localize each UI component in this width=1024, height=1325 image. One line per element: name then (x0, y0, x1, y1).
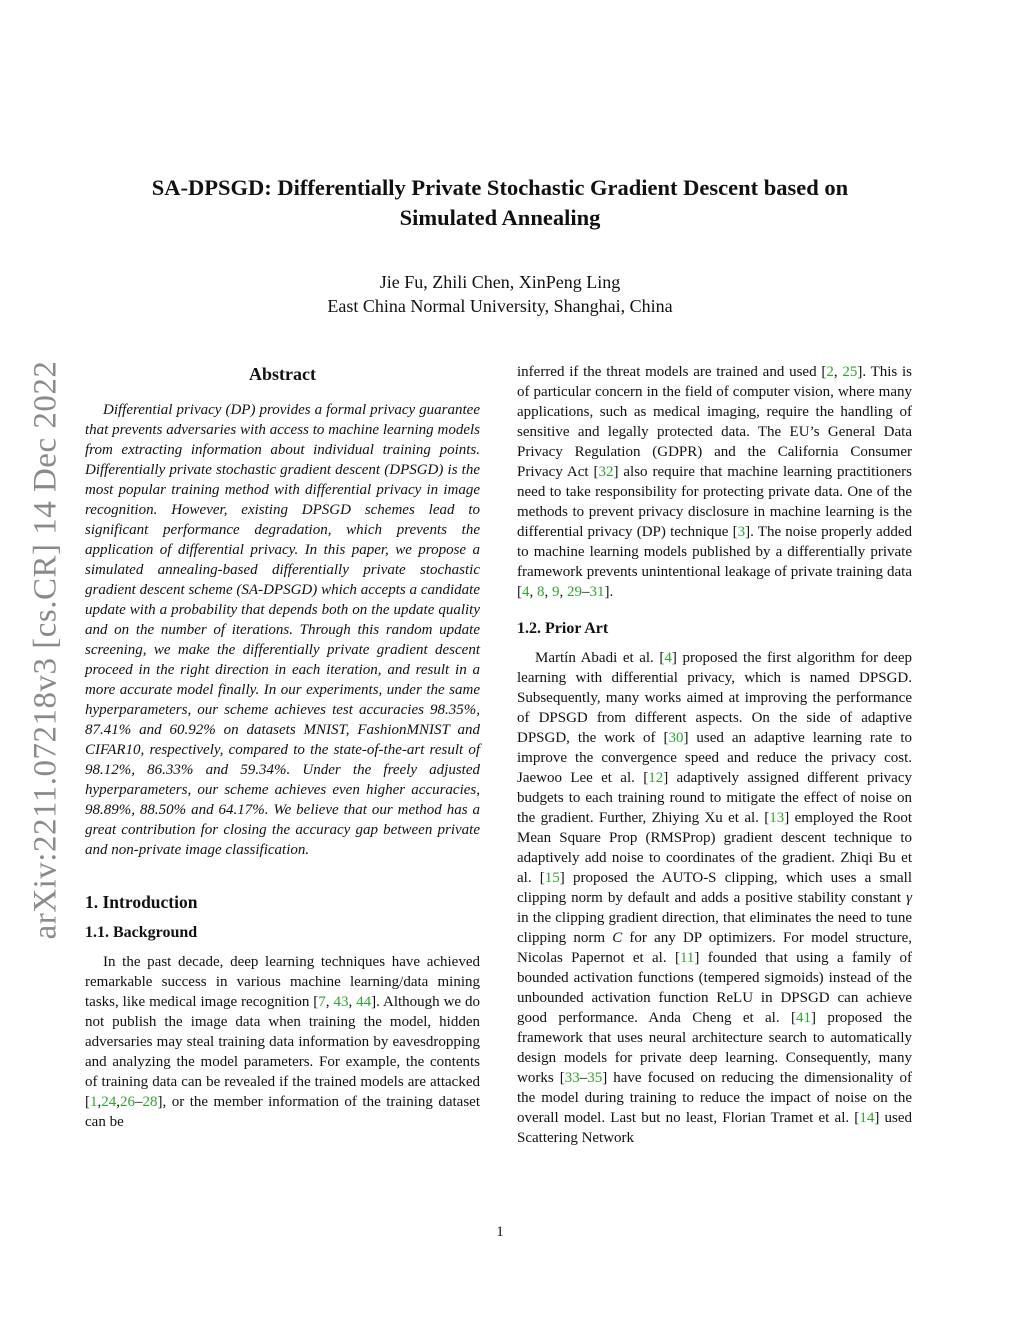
background-paragraph: In the past decade, deep learning techniques have achieved remarkable success in various machine learning/data mining tasks, like medical image recognition [7, 43, 44]. Although we do not publish the image data when training the model, hidden adversaries may steal training data information by eavesdropping and analyzing the model parameters. For example, the contents of training data can be revealed if the trained models are attacked [1,24,26–28], or the member information of the training dataset can be (85, 954, 481, 1130)
math-gamma: γ (906, 890, 912, 906)
citation-link[interactable]: 41 (795, 1010, 811, 1026)
text-run: ] founded that using a family of bounded activation functions (tempered sigmoids) instead of the unbounded activation function ReLU in DPSGD can achieve good performance. Anda Cheng et al. [ (517, 950, 912, 1026)
paper-title (100, 173, 900, 233)
citation-link[interactable]: 15 (544, 870, 560, 886)
left-column (85, 362, 480, 1132)
citation-link[interactable]: 26 (120, 1094, 135, 1110)
text-run: Martín Abadi et al. [ (535, 650, 665, 666)
citation-link[interactable]: 8 (537, 584, 545, 600)
citation-link[interactable]: 1 (90, 1094, 98, 1110)
citation-link[interactable]: 2 (826, 364, 834, 380)
title-line-2: Simulated Annealing (399, 205, 601, 230)
text-run: ] used Scattering Network (517, 1110, 912, 1146)
right-column (517, 362, 912, 1148)
text-run: for any DP optimizers. For model structure, Nicolas Papernot et al. [ (517, 930, 912, 966)
citation-link[interactable]: 32 (598, 464, 614, 480)
citation-link[interactable]: 43 (333, 994, 349, 1010)
citation-link[interactable]: 9 (552, 584, 560, 600)
citation-link[interactable]: 33 (564, 1070, 580, 1086)
intro-continued-paragraph: inferred if the threat models are trained and used [2, 25]. This is of particular concern in the field of computer vision, where many applications, such as medical imaging, require the handling of sensitive and legally protected data. The EU’s General Data Privacy Regulation (GDPR) and the California Consumer Privacy Act [32] also require that machine learning practitioners need to take responsibility for protecting private data. One of the methods to prevent privacy disclosure in machine learning is the differential privacy (DP) technique [3]. The noise properly added to machine learning models published by a differentially private framework prevents unintentional leakage of private training data [4, 8, 9, 29–31]. (517, 364, 912, 600)
prior-art-heading: 1.2. Prior Art (517, 620, 609, 637)
text-run: ] proposed the framework that uses neural architecture search to automatically design models for private deep learning. Consequently, many works [ (517, 1010, 912, 1086)
title-line-1: SA-DPSGD: Differentially Private Stochastic Gradient Descent based on (151, 175, 849, 200)
text-run: ]. (604, 584, 614, 600)
text-run: ]. The noise properly added to machine learning models published by a differentially private framework prevents unintentional leakage of private training data [ (517, 524, 912, 600)
text-run: ] employed the Root Mean Square Prop (RMSProp) gradient descent technique to adaptively add noise to coordinates of the gradient. Zhiqi Bu et al. [ (517, 810, 912, 886)
citation-link[interactable]: 25 (842, 364, 858, 380)
arxiv-identifier: arXiv:2211.07218v3 [cs.CR] 14 Dec 2022 (27, 360, 64, 940)
citation-link[interactable]: 4 (522, 584, 530, 600)
text-run: In the past decade, deep learning techniques have achieved remarkable success in various machine learning/data mining tasks, like medical image recognition [ (85, 954, 480, 1010)
text-run: ] used an adaptive learning rate to improve the convergence speed and reduce the privacy cost. Jaewoo Lee et al. [ (517, 730, 913, 786)
text-run: ] also require that machine learning practitioners need to take responsibility for protecting private data. One of the methods to prevent privacy disclosure in machine learning is the differential privacy (DP) technique [ (517, 464, 912, 540)
text-run: ]. This is of particular concern in the field of computer vision, where many applications, such as medical imaging, require the handling of sensitive and legally protected data. The EU’s General Data Privacy Regulation (GDPR) and the California Consumer Privacy Act [ (517, 364, 912, 480)
text-run: ] proposed the AUTO-S clipping, which uses a small clipping norm by default and adds a positive stability constant (517, 870, 913, 906)
text-run: ] have focused on reducing the dimensionality of the model during training to reduce the impact of noise on the overall model. Last but no least, Florian Tramet et al. [ (517, 1070, 912, 1126)
citation-link[interactable]: 11 (679, 950, 695, 966)
math-c: C (612, 930, 623, 946)
text-run: inferred if the threat models are trained and used [ (517, 364, 827, 380)
page-number: 1 (496, 1224, 504, 1240)
citation-link[interactable]: 35 (587, 1070, 603, 1086)
prior-art-paragraph: Martín Abadi et al. [4] proposed the first algorithm for deep learning with differential privacy, which is named DPSGD. Subsequently, many works aimed at improving the performance of DPSGD from different aspects. On the side of adaptive DPSGD, the work of [30] used an adaptive learning rate to improve the convergence speed and reduce the privacy cost. Jaewoo Lee et al. [12] adaptively assigned different privacy budgets to each training round to mitigate the effect of noise on the gradient. Further, Zhiying Xu et al. [13] employed the Root Mean Square Prop (RMSProp) gradient descent technique to adaptively add noise to coordinates of the gradient. Zhiqi Bu et al. [15] proposed the AUTO-S clipping, which uses a small clipping norm by default and adds a positive stability constant γ in the clipping gradient direction, that eliminates the need to tune clipping norm C for any DP optimizers. For model structure, Nicolas Papernot et al. [11] founded that using a family of bounded activation functions (tempered sigmoids) instead of the unbounded activation function ReLU in DPSGD can achieve good performance. Anda Cheng et al. [41] proposed the framework that uses neural architecture search to automatically design models for private deep learning. Consequently, many works [33–35] have focused on reducing the dimensionality of the model during training to reduce the impact of noise on the overall model. Last but no least, Florian Tramet et al. [14] used Scattering Network (517, 650, 913, 1146)
citation-link[interactable]: 31 (589, 584, 605, 600)
citation-link[interactable]: 7 (318, 994, 326, 1010)
citation-link[interactable]: 30 (668, 730, 684, 746)
citation-link[interactable]: 4 (664, 650, 672, 666)
text-run: ] adaptively assigned different privacy budgets to each training round to mitigate the effect of noise on the gradient. Further, Zhiying Xu et al. [ (517, 770, 912, 826)
text-run: ]. Although we do not publish the image data when training the model, hidden adversaries may steal training data information by eavesdropping and analyzing the model parameters. For example, the contents of training data can be revealed if the trained models are attacked [ (85, 994, 481, 1110)
text-run: ], or the member information of the training dataset can be (85, 1094, 480, 1130)
citation-link[interactable]: 14 (859, 1110, 875, 1126)
citation-link[interactable]: 13 (769, 810, 785, 826)
text-run: ] proposed the first algorithm for deep learning with differential privacy, which is named DPSGD. Subsequently, many works aimed at improving the performance of DPSGD from different aspects. On the side of adaptive DPSGD, the work of [ (517, 650, 912, 746)
citation-link[interactable]: 3 (737, 524, 746, 540)
citation-link[interactable]: 12 (648, 770, 664, 786)
authors: Jie Fu, Zhili Chen, XinPeng Ling (379, 272, 621, 292)
citation-link[interactable]: 44 (356, 994, 372, 1010)
introduction-heading: 1. Introduction (85, 892, 198, 912)
citation-link[interactable]: 29 (567, 584, 582, 600)
author-block (100, 270, 900, 318)
abstract-heading: Abstract (249, 364, 316, 384)
citation-link[interactable]: 24 (101, 1094, 117, 1110)
background-heading: 1.1. Background (85, 924, 198, 941)
citation-link[interactable]: 28 (142, 1094, 158, 1110)
affiliation: East China Normal University, Shanghai, China (327, 296, 673, 316)
abstract-body: Differential privacy (DP) provides a formal privacy guarantee that prevents adversaries with access to machine learning models from extracting information about individual training points. Differentially private stochastic gradient descent (DPSGD) is the most popular training method with differential privacy in image recognition. However, existing DPSGD schemes lead to significant performance degradation, which prevents the application of differential privacy. In this paper, we propose a simulated annealing-based differentially private stochastic gradient descent scheme (SA-DPSGD) which accepts a candidate update with a probability that depends both on the update quality and on the number of iterations. Through this random update screening, we make the differentially private gradient descent proceed in the right direction in each iteration, and result in a more accurate model finally. In our experiments, under the same hyperparameters, our scheme achieves test accuracies 98.35%, 87.41% and 60.92% on datasets MNIST, FashionMNIST and CIFAR10, respectively, compared to the state-of-the-art result of 98.12%, 86.33% and 59.34%. Under the freely adjusted hyperparameters, our scheme achieves even higher accuracies, 98.89%, 88.50% and 64.17%. We believe that our method has a great contribution for closing the accuracy gap between private and non-private image classification. (85, 402, 480, 858)
text-run: in the clipping gradient direction, that eliminates the need to tune clipping norm (517, 910, 912, 946)
arxiv-stamp (22, 350, 70, 950)
